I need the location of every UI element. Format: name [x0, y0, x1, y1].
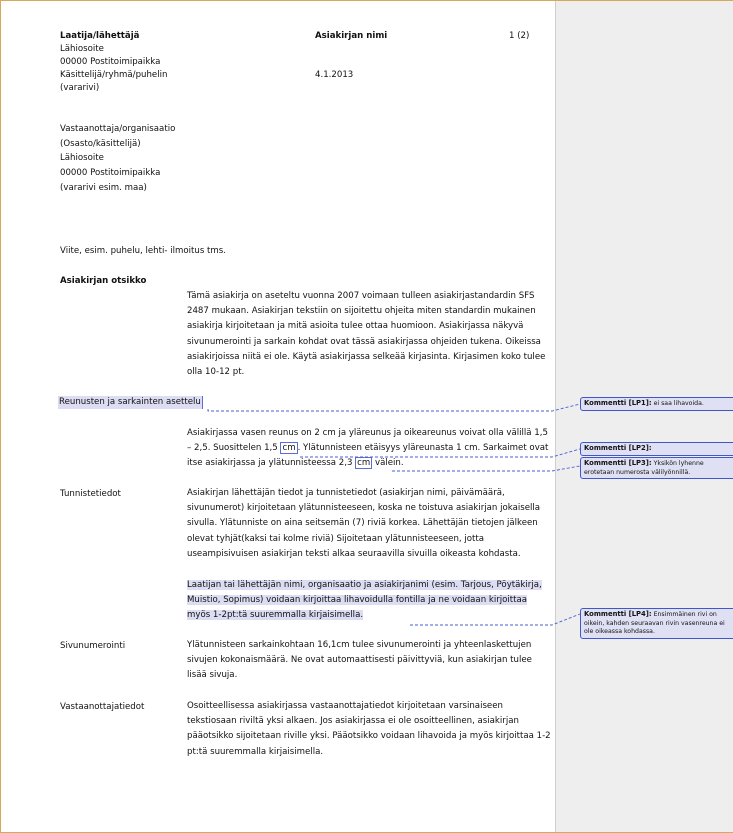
comment-lp2[interactable]: [580, 442, 733, 456]
paragraph-text: Asiakirjassa vasen reunus on 2 cm ja yläreunus ja oikeareunus voivat olla välillä 1,5 – 2,5. Suosittelen 1,5: [187, 428, 548, 454]
recipient-info-paragraph[interactable]: Osoitteellisessa asiakirjassa vastaanottajatiedot kirjoitetaan varsinaiseen tekstiosaan riviltä yksi alkaen. Jos asiakirjassa ei ole osoitteellinen, asiakirjan pääotsikko sijoitetaan riville yksi. Pääotsikko voidaan lihavoida ja myös kirjoittaa 1-2 pt:tä suuremmalla kirjaisimella.: [187, 701, 551, 757]
sender-line[interactable]: Lähiosoite: [60, 44, 104, 54]
comment-lp1[interactable]: [580, 397, 733, 411]
intro-paragraph[interactable]: Tämä asiakirja on aseteltu vuonna 2007 voimaan tulleen asiakirjastandardin SFS 2487 mukaan. Asiakirjan tekstiin on sijoitettu ohjeita miten standardin mukainen asiakirja kirjoitetaan ja mitä asioita tulee ottaa huomioon. Asiakirjassa näkyvä sivunumerointi ja sarkain kohdat ovat tässä asiakirjassa ohjeiden tukena. Oikeissa asiakirjoissa niitä ei ole. Käytä asiakirjassa selkeää kirjasinta. Kirjasimen koko tulee olla 10-12 pt.: [187, 291, 546, 378]
recipient-info-label[interactable]: Vastaanottajatiedot: [60, 702, 145, 712]
recipient-line[interactable]: (Osasto/käsittelijä): [60, 139, 141, 149]
document-name[interactable]: Asiakirjan nimi: [315, 31, 388, 41]
connector-lp3: [392, 466, 580, 471]
recipient-line[interactable]: Vastaanottaja/organisaatio: [60, 124, 176, 134]
margins-heading[interactable]: Reunusten ja sarkainten asettelu: [58, 396, 203, 409]
connector-lp4: [410, 614, 580, 625]
comment-text: Ensimmäinen rivi on oikein, kahden seuraavan rivin vasenreuna ei ole oikeassa kohdassa.: [584, 611, 725, 636]
sender-line[interactable]: 00000 Postitoimipaikka: [60, 57, 161, 67]
comment-anchor-lp3[interactable]: cm: [357, 458, 371, 469]
identifiers-label[interactable]: Tunnistetiedot: [60, 489, 121, 499]
comment-lp3[interactable]: [580, 457, 733, 479]
reference-line[interactable]: Viite, esim. puhelu, lehti- ilmoitus tms.: [60, 246, 226, 256]
highlighted-text[interactable]: Laatijan tai lähettäjän nimi, organisaatio ja asiakirjanimi (esim. Tarjous, Pöytäkirja, Muistio, Sopimus) voidaan kirjoittaa lihavoidulla fontilla ja ne voidaan kirjoittaa myös 1-2pt:tä suuremmalla kirjaisimella.: [187, 580, 542, 621]
comment-text: ei saa lihavoida.: [651, 400, 704, 407]
paragraph-text: . Ylätunnisteen etäisyys yläreunasta 1 cm. Sarkaimet ovat itse asiakirjassa ja ylätunnisteessa 2,3: [187, 443, 549, 469]
comment-label: Kommentti [LP1]:: [584, 399, 652, 407]
connector-lp2: [300, 449, 580, 457]
sender-line[interactable]: Käsittelijä/ryhmä/puhelin: [60, 70, 168, 80]
connector-lp1: [208, 404, 580, 411]
comment-label: Kommentti [LP2]:: [584, 444, 652, 452]
comment-label: Kommentti [LP4]:: [584, 610, 652, 618]
paragraph-text: välein.: [372, 458, 404, 469]
comment-lp4[interactable]: [580, 608, 733, 639]
recipient-line[interactable]: (vararivi esim. maa): [60, 183, 147, 193]
recipient-line[interactable]: Lähiosoite: [60, 153, 104, 163]
page-numbering-label[interactable]: Sivunumerointi: [60, 641, 126, 651]
recipient-line[interactable]: 00000 Postitoimipaikka: [60, 168, 161, 178]
comment-anchor-lp2[interactable]: cm: [282, 443, 296, 454]
identifiers-paragraph[interactable]: Asiakirjan lähettäjän tiedot ja tunnistetiedot (asiakirjan nimi, päivämäärä, sivunumerot) kirjoitetaan ylätunnisteeseen, koska ne toistuva asiakirjan jokaisella sivulla. Ylätunniste on aina seitsemän (7) riviä korkea. Lähettäjän tietojen jälkeen olevat tyhjät(kaksi tai kolme riviä) Sijoitetaan ylätunnisteeseen, jotta useampisivuisen asiakirjan teksti alkaa seuraavilla sivuilla oikeasta kohdasta.: [187, 488, 541, 559]
page-numbering-paragraph[interactable]: Ylätunnisteen sarkainkohtaan 16,1cm tulee sivunumerointi ja yhteenlaskettujen sivujen kokonaismäärä. Ne ovat automaattisesti päivittyviä, kun asiakirjan tulee lisää sivuja.: [187, 640, 532, 681]
page-number: 1 (2): [509, 31, 530, 41]
sender-line[interactable]: (vararivi): [60, 83, 100, 93]
document-date[interactable]: 4.1.2013: [315, 70, 354, 80]
sender-title[interactable]: Laatija/lähettäjä: [60, 31, 140, 41]
document-heading[interactable]: Asiakirjan otsikko: [60, 276, 147, 286]
comment-label: Kommentti [LP3]:: [584, 459, 652, 467]
comment-text: Yksikön lyhenne erotetaan numerosta välilyönnillä.: [584, 460, 704, 476]
